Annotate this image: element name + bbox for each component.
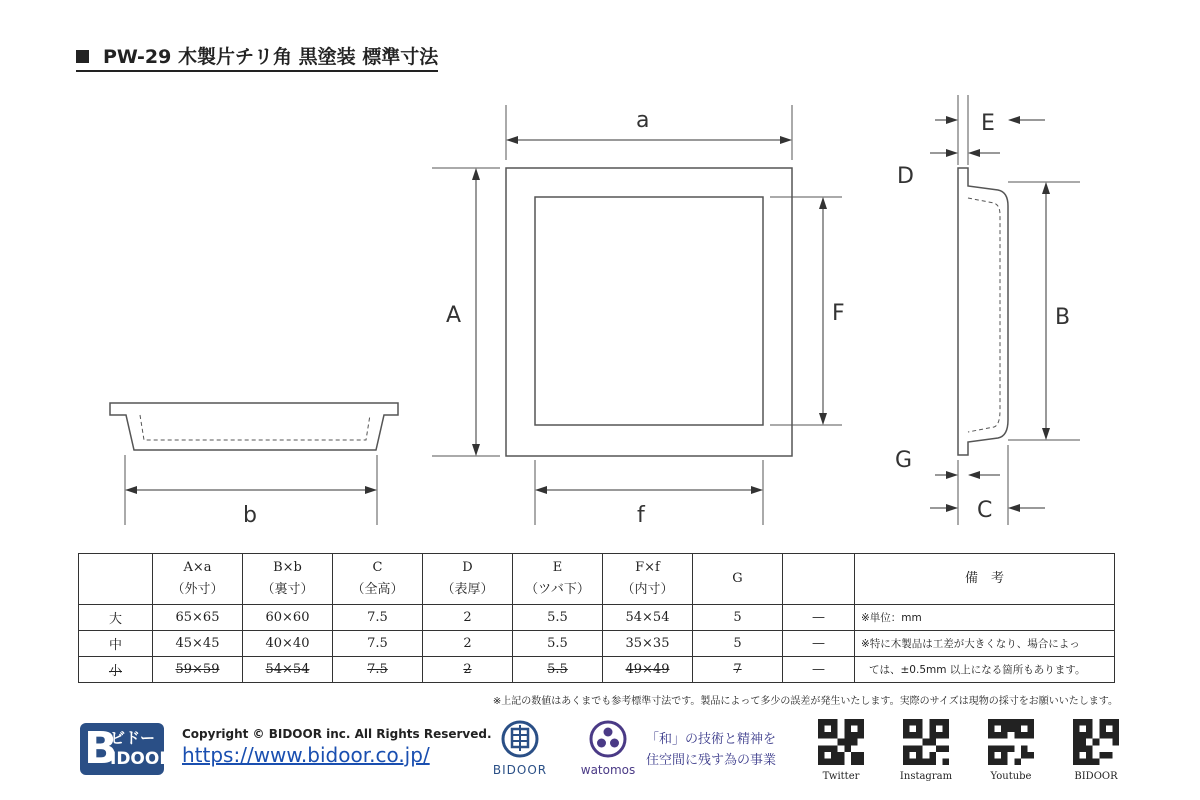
header-G: G — [693, 554, 783, 605]
label-C: C — [977, 498, 993, 523]
header-blank-2 — [783, 554, 855, 605]
page-title-text: PW-29 木製片チリ角 黒塗装 標準寸法 — [103, 46, 439, 68]
front-outer-frame — [506, 168, 792, 456]
side-view-hidden — [968, 198, 1000, 432]
bottom-view-outline — [110, 403, 398, 450]
table-header-row — [79, 554, 1115, 605]
remark-1: ※単位：mm — [855, 605, 1115, 631]
header-Bb: B×b （裏寸） — [243, 554, 333, 605]
label-F: F — [832, 301, 845, 326]
label-a: a — [636, 108, 650, 133]
qr-bidoor[interactable]: BIDOOR — [1068, 719, 1124, 782]
website-link[interactable]: https://www.bidoor.co.jp/ — [182, 743, 430, 767]
label-B: B — [1055, 305, 1071, 330]
disclaimer-note: ※上記の数値はあくまでも参考標準寸法です。製品によって多少の誤差が発生いたします。実際のサイズは現物の採寸をお願いいたします。 — [492, 696, 1118, 707]
table-row: 大 65×65 60×60 7.5 2 5.5 54×54 5 — ※単位：mm — [79, 605, 1115, 631]
label-D: D — [897, 164, 914, 189]
spec-table — [78, 553, 1115, 683]
label-A: A — [446, 303, 462, 328]
front-inner-frame — [535, 197, 763, 425]
label-E: E — [981, 111, 995, 136]
remark-2: ※特に木製品は工差が大きくなり、場合によっ — [855, 631, 1115, 657]
remark-3: ては、±0.5mm 以上になる箇所もあります。 — [855, 657, 1115, 683]
bidoor-logo[interactable]: B ビドー IDOOR — [80, 723, 164, 775]
qr-code-icon — [903, 719, 949, 765]
bottom-view-hidden — [140, 415, 370, 440]
label-b: b — [243, 503, 257, 528]
qr-youtube[interactable]: Youtube — [983, 719, 1039, 782]
qr-code-icon — [1073, 719, 1119, 765]
header-E: E （ツバ下） — [513, 554, 603, 605]
qr-instagram[interactable]: Instagram — [898, 719, 954, 782]
qr-twitter[interactable]: Twitter — [813, 719, 869, 782]
slogan: 「和」の技術と精神を 住空間に残す為の事業 — [646, 732, 777, 768]
header-D: D （表厚） — [423, 554, 513, 605]
label-G: G — [895, 448, 913, 473]
watomos-logo: watomos — [578, 719, 638, 777]
header-C: C （全高） — [333, 554, 423, 605]
emblem-icon — [500, 719, 540, 759]
header-Ff: F×f （内寸） — [603, 554, 693, 605]
header-Aa: A×a （外寸） — [153, 554, 243, 605]
qr-code-icon — [988, 719, 1034, 765]
bidoor-emblem: BIDOOR — [490, 719, 550, 777]
watomos-icon — [588, 719, 628, 759]
table-row: 中 45×45 40×40 7.5 2 5.5 35×35 5 — ※特に木製品は工差が大きくなり、場合によっ — [79, 631, 1115, 657]
table-row: 小 59×59 54×54 7.5 2 5.5 49×49 7 — ては、±0.5mm 以上になる箇所もあります。 — [79, 657, 1115, 683]
header-blank — [79, 554, 153, 605]
label-f: f — [637, 503, 645, 528]
qr-code-icon — [818, 719, 864, 765]
side-view-outline — [958, 168, 1008, 455]
copyright: Copyright © BIDOOR inc. All Rights Reserved. — [182, 727, 492, 741]
footer — [0, 715, 1200, 800]
header-remarks: 備 考 — [855, 554, 1115, 605]
